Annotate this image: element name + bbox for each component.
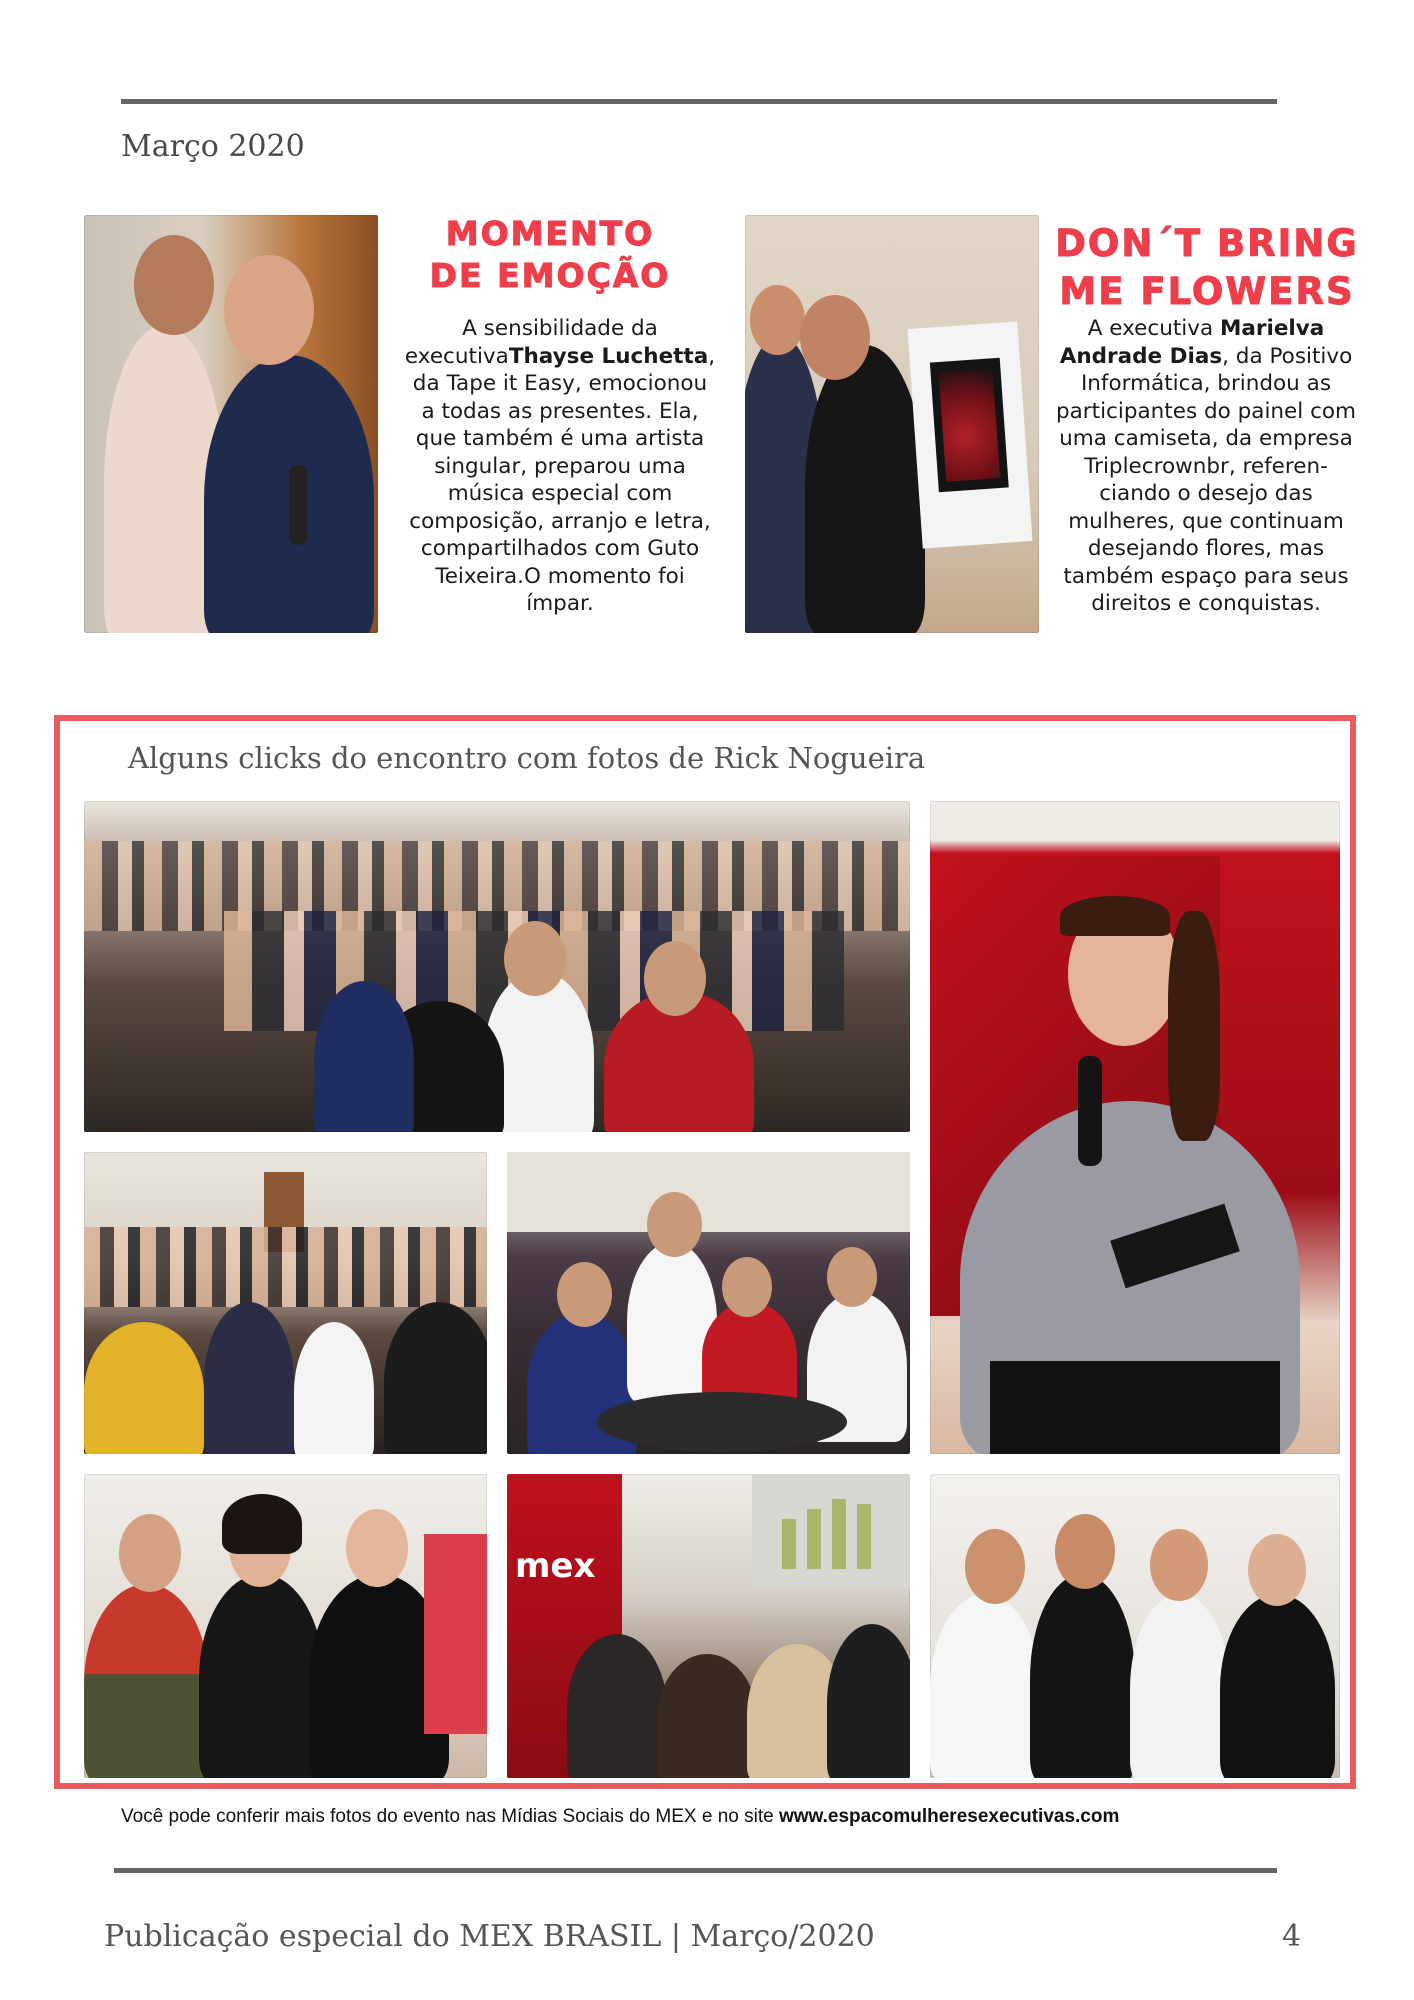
photo-thayse-luchetta [84,215,378,633]
story-line [1036,508,1376,536]
story-line [1036,343,1376,371]
photo-marielva-andrade-dias [745,215,1039,633]
story-line [392,563,728,591]
story-line [392,370,728,398]
story-line-text: ciando o desejo das [1099,481,1313,506]
story-line [392,508,728,536]
story-line [1036,425,1376,453]
gallery-photo-presentation [507,1474,910,1778]
story-line [392,315,728,343]
website-link[interactable]: www.espacomulheresexecutivas.com [778,1806,1120,1827]
story-line-text: singular, preparou uma [434,453,686,479]
gallery-photo-speaker [930,801,1340,1454]
right-headline-line1: DON´T BRING [1055,222,1359,265]
more-photos-note [121,1806,1119,1828]
story-line-text: direitos e conquistas. [1091,591,1321,616]
issue-date: Março 2020 [121,129,305,164]
story-line [1036,535,1376,563]
gallery-caption: Alguns clicks do encontro com fotos de Rick Nogueira [128,741,926,775]
story-line-text: A sensibilidade da [462,316,658,341]
story-line [392,535,728,563]
gallery-photo-audience [84,801,910,1132]
story-line [1036,398,1376,426]
story-line-text: Teixeira.O momento foi [435,563,685,589]
story-line-text: Triplecrownbr, referen- [1084,453,1328,479]
footer-publication: Publicação especial do MEX BRASIL | Março/2020 [104,1919,875,1954]
story-line [1036,370,1376,398]
story-line-bold: Thayse Luchetta [508,343,709,369]
right-story-text [1036,315,1376,618]
left-story-text [392,315,728,618]
story-line-text: , da Positivo [1222,343,1353,369]
story-line [1036,480,1376,508]
story-line-text: Informática, brindou as [1080,371,1332,396]
story-line-text: participantes do painel com [1055,398,1356,424]
story-line-text: , [708,343,716,369]
story-line [1036,590,1376,618]
story-line [392,453,728,481]
gallery-photo-four-women [930,1474,1340,1778]
header-rule [121,99,1277,104]
gallery-photo-table-group [507,1152,910,1454]
story-line-text: desejando flores, mas [1087,536,1325,561]
story-line [1036,315,1376,343]
story-line [392,343,728,371]
story-line-text: a todas as presentes. Ela, [421,398,699,424]
story-line-text: mulheres, que continuam [1068,508,1344,534]
story-line [392,590,728,618]
mex-banner-logo: mex [515,1546,596,1586]
story-line-text: que também é uma artista [415,426,705,451]
story-line-text: compartilhados com Guto [420,536,700,561]
story-line-text: composição, arranjo e letra, [409,508,711,534]
story-line [1036,563,1376,591]
story-line-text: executiva [404,343,509,369]
gallery-photo-crowd-standing [84,1152,487,1454]
story-line-text: A executiva [1087,316,1220,341]
story-line-bold: Marielva [1219,316,1325,341]
story-line-text: música especial com [447,481,673,506]
left-headline [400,213,700,297]
note-text: Você pode conferir mais fotos do evento nas Mídias Sociais do MEX e no site [121,1806,779,1827]
page-number: 4 [1282,1919,1302,1954]
story-line-text: da Tape it Easy, emocionou [412,371,708,396]
story-line [392,398,728,426]
story-line-text: ímpar. [526,591,594,616]
story-line [392,480,728,508]
left-headline-line2: DE EMOÇÃO [429,256,671,295]
footer-rule [114,1868,1277,1873]
left-headline-line1: MOMENTO [445,214,655,253]
right-headline-line2: ME FLOWERS [1059,270,1355,313]
right-headline [1052,220,1362,316]
story-line [1036,453,1376,481]
story-line [392,425,728,453]
story-line-text: uma camiseta, da empresa [1059,426,1353,451]
gallery-photo-three-women [84,1474,487,1778]
story-line-text: também espaço para seus [1063,563,1349,589]
story-line-bold: Andrade Dias [1059,343,1223,369]
